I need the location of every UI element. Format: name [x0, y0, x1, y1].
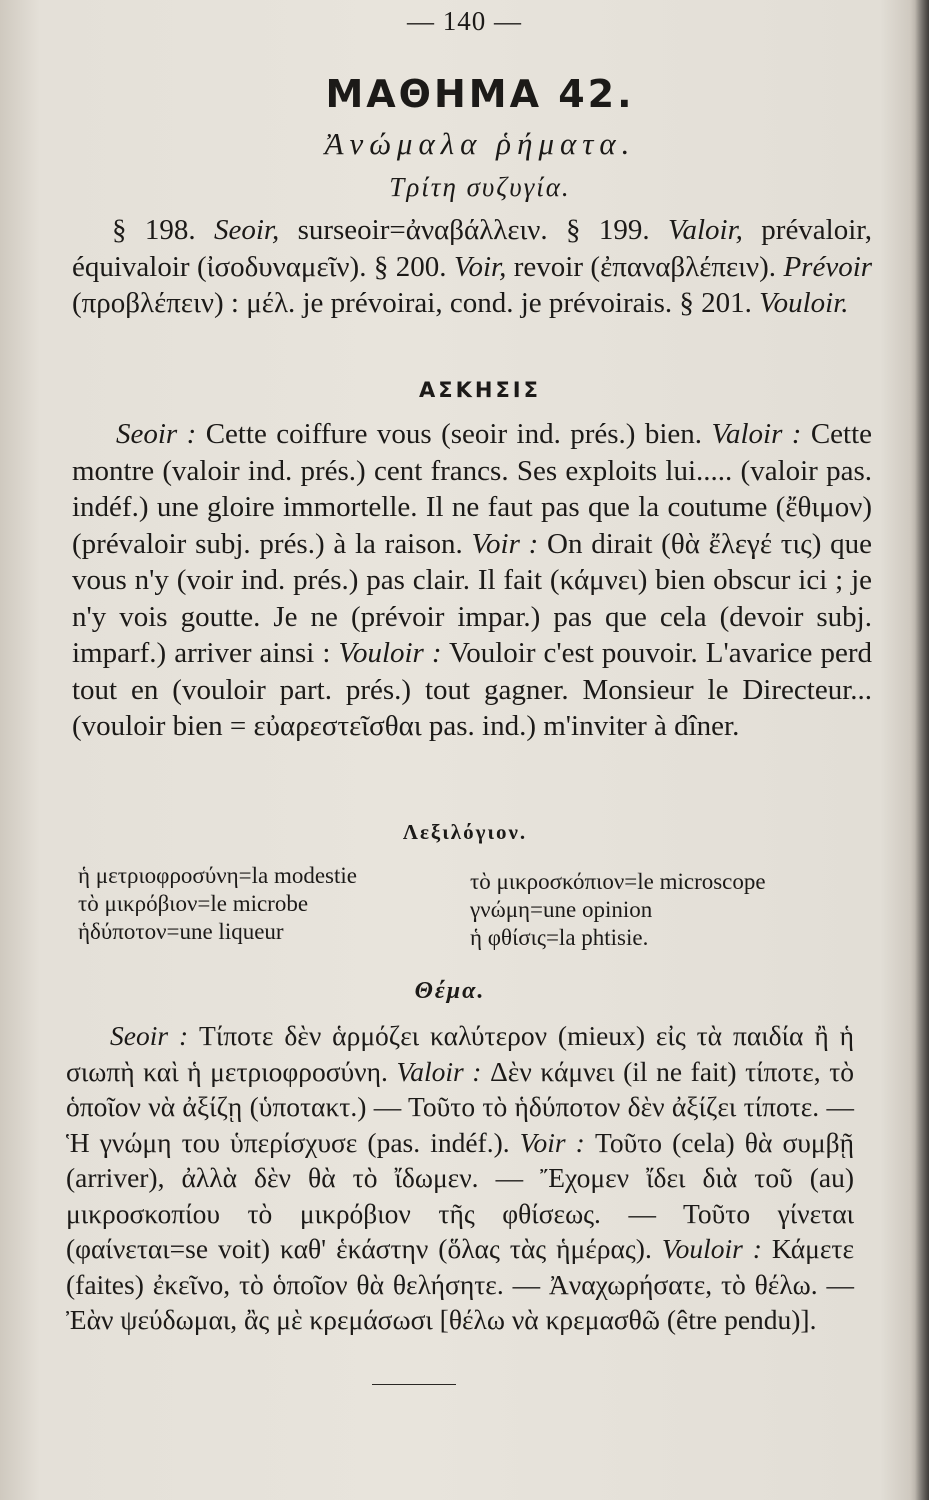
vocabulary-left-column	[78, 862, 448, 946]
exercises-heading: ΑΣΚΗΣΙΣ	[419, 378, 541, 402]
vocabulary-item: ἡ φθίσις=la phtisie.	[470, 925, 649, 950]
vocabulary-item: ἡδύποτον=une liqueur	[78, 919, 284, 944]
page-number: — 140 —	[407, 6, 522, 36]
lesson-subtitle: Ἀνώμαλα ῥήματα.	[324, 126, 636, 161]
end-rule	[372, 1384, 456, 1385]
page-edge-shadow	[915, 0, 929, 1500]
vocabulary-item: τὸ μικρόβιον=le microbe	[78, 891, 309, 916]
conjugation-subtitle: Τρίτη συζυγία.	[389, 172, 571, 202]
vocabulary-item: γνώμη=une opinion	[470, 897, 653, 922]
vocabulary-right-column	[470, 868, 870, 952]
theme-paragraph: Seoir : Τίποτε δὲν ἁρμόζει καλύτερον (mieux) εἰς τὰ παιδία ἢ ἡ σιωπὴ καὶ ἡ μετριοφροσύνη. Valoir : Δὲν κάμνει (il ne fait) τίποτε, τὸ ὁποῖον νὰ ἀξίζῃ (ὑποτακτ.) — Τοῦτο τὸ ἡδύποτον δὲν ἀξίζει τίποτε. — Ἡ γνώμη του ὑπερίσχυσε (pas. indéf.). Voir : Τοῦτο (cela) θὰ συμβῇ (arriver), ἀλλὰ δὲν θὰ τὸ ἴδωμεν. — Ἔχομεν ἴδει διὰ τοῦ (au) μικροσκοπίου τὸ μικρόβιον τῆς φθίσεως. — Τοῦτο γίνεται (φαίνεται=se voit) καθ' ἑκάστην (ὅλας τὰς ἡμέρας). Vouloir : Κάμετε (faites) ἐκεῖνο, τὸ ὁποῖον θὰ θελήσητε. — Ἀναχωρήσατε, τὸ θέλω. — Ἐὰν ψεύδωμαι, ἂς μὲ κρεμάσωσι [θέλω νὰ κρεμασθῶ (être pendu)].	[66, 1020, 855, 1335]
vocabulary-heading: Λεξιλόγιον.	[402, 820, 528, 844]
exercises-paragraph: Seoir : Cette coiffure vous (seoir ind. prés.) bien. Valoir : Cette montre (valoir ind. prés.) cent francs. Ses exploits lui..... (valoir pas. indéf.) une gloire immortelle. Il ne faut pas que la coutume (ἔθιμον) (prévaloir subj. prés.) à la raison. Voir : On dirait (θὰ ἔλεγέ τις) que vous n'y (voir ind. prés.) pas clair. Il fait (κάμνει) bien obscur ici ; je n'y vois goutte. Je ne (prévoir impar.) pas que cela (devoir subj. imparf.) arriver ainsi : Vouloir : Vouloir c'est pouvoir. L'avarice perd tout en (vouloir part. prés.) tout gagner. Monsieur le Directeur... (vouloir bien = εὐαρεστεῖσθαι pas. ind.) m'inviter à dîner.	[72, 418, 873, 742]
intro-paragraph: § 198. Seoir, surseoir=ἀναβάλλειν. § 199. Valoir, prévaloir, équivaloir (ἰσοδυναμεῖν). § 200. Voir, revoir (ἐπαναβλέπειν). Prévoir (προβλέπειν) : μέλ. je prévoirai, cond. je prévoirais. § 201. Vouloir.	[72, 214, 873, 319]
vocabulary-item: ἡ μετριοφροσύνη=la modestie	[78, 863, 357, 888]
lesson-title: ΜΑΘΗΜΑ 42.	[325, 72, 635, 116]
vocabulary-item: τὸ μικροσκόπιον=le microscope	[470, 869, 766, 894]
theme-heading: Θέμα.	[414, 978, 486, 1004]
